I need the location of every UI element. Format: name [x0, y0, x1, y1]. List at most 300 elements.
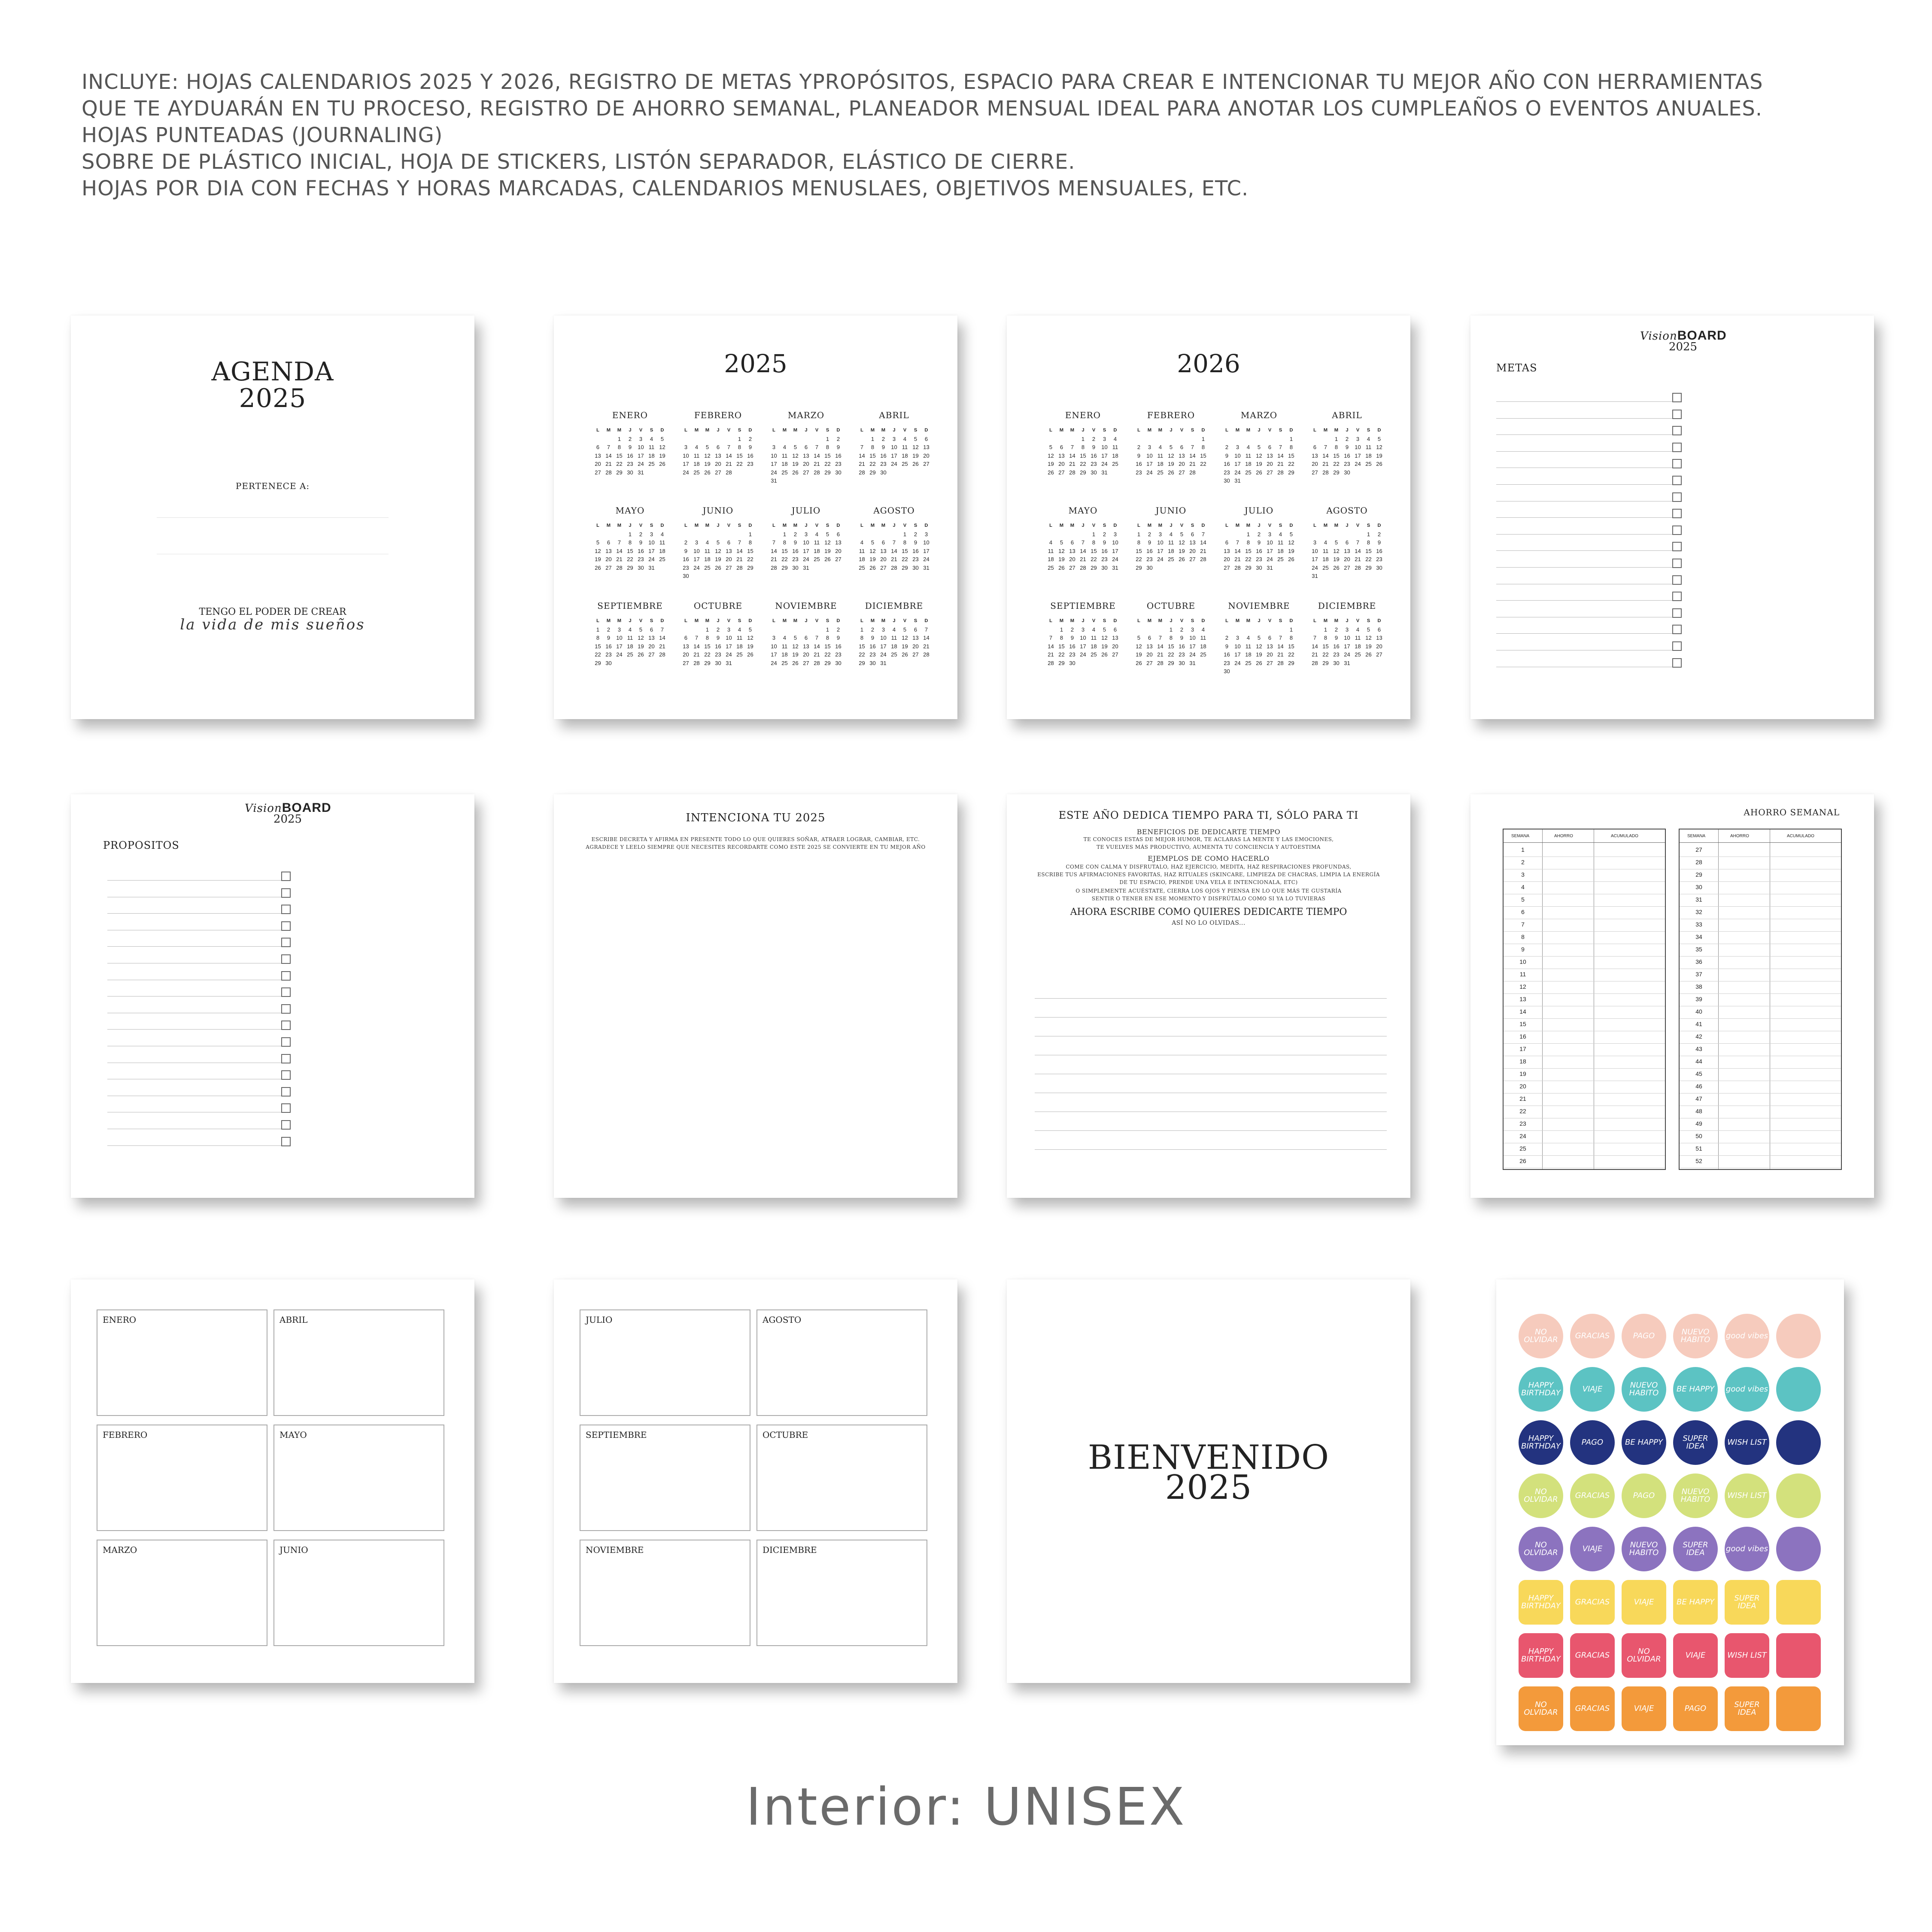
sticker[interactable]: VIAJE — [1673, 1633, 1718, 1678]
month-box — [273, 1425, 444, 1531]
day-number: 15 — [1288, 452, 1294, 459]
day-number: 8 — [738, 444, 741, 450]
sticker[interactable]: BE HAPPY — [1673, 1580, 1718, 1625]
day-number: 26 — [747, 651, 753, 658]
day-number: 11 — [1168, 539, 1174, 546]
weekday-header: V — [815, 523, 819, 528]
checkbox[interactable] — [1672, 443, 1682, 452]
month-box — [756, 1309, 927, 1416]
bienvenido-line2: 2025 — [1165, 1468, 1252, 1507]
sticker[interactable]: PAGO — [1570, 1420, 1615, 1465]
day-number: 6 — [1377, 626, 1381, 633]
checkbox[interactable] — [1672, 625, 1682, 634]
checkbox[interactable] — [1672, 492, 1682, 502]
writing-line[interactable] — [1035, 1017, 1387, 1018]
empty-day — [1264, 435, 1275, 444]
sticker[interactable]: NO OLVIDAR — [1622, 1633, 1666, 1678]
writing-line[interactable] — [1035, 1130, 1387, 1131]
table-row-line — [1680, 931, 1841, 932]
month-block — [680, 601, 756, 694]
sticker[interactable]: NO OLVIDAR — [1519, 1527, 1563, 1571]
checkbox[interactable] — [1672, 509, 1682, 518]
day-number: 28 — [726, 469, 732, 476]
sticker[interactable] — [1776, 1367, 1821, 1412]
day-number: 30 — [869, 659, 876, 666]
weekday-header: S — [1103, 428, 1106, 433]
day-number: 28 — [923, 651, 930, 658]
list-line[interactable] — [107, 913, 283, 914]
week-number: 29 — [1695, 871, 1702, 878]
day-number: 13 — [683, 643, 689, 650]
day-number: 13 — [726, 547, 732, 554]
day-number: 12 — [715, 547, 721, 554]
sticker[interactable]: HAPPY BIRTHDAY — [1519, 1420, 1563, 1465]
day-number: 16 — [747, 452, 753, 459]
day-number: 7 — [1049, 635, 1053, 641]
month-box-label: ENERO — [103, 1315, 137, 1325]
sticker[interactable]: good vibes — [1725, 1527, 1769, 1571]
sticker[interactable]: NUEVO HABITO — [1622, 1527, 1666, 1571]
weekday-header: M — [606, 523, 611, 528]
day-number: 17 — [1146, 461, 1153, 467]
list-line[interactable] — [1496, 550, 1672, 551]
day-number: 2 — [914, 531, 917, 538]
week-number: 32 — [1695, 908, 1702, 915]
sticker[interactable]: NO OLVIDAR — [1519, 1473, 1563, 1518]
sticker[interactable] — [1776, 1633, 1821, 1678]
sticker[interactable]: GRACIAS — [1570, 1633, 1615, 1678]
day-number: 10 — [771, 643, 777, 650]
calendar-2025-page — [554, 316, 957, 719]
checkbox[interactable] — [281, 1087, 291, 1097]
empty-day — [1078, 530, 1088, 539]
day-number: 12 — [638, 635, 644, 641]
table-header: ACUMULADO — [1611, 834, 1638, 838]
day-number: 23 — [912, 556, 919, 562]
list-line[interactable] — [1496, 517, 1672, 518]
sticker[interactable]: SUPER IDEA — [1673, 1420, 1718, 1465]
weekday-header: M — [793, 618, 798, 623]
month-name: ABRIL — [879, 410, 909, 420]
day-number: 26 — [902, 651, 908, 658]
dedica-heading: BENEFICIOS DE DEDICARTE TIEMPO — [1136, 828, 1281, 836]
monthly-planner-page-1 — [71, 1279, 474, 1683]
empty-day — [801, 626, 811, 634]
sticker[interactable]: NO OLVIDAR — [1519, 1686, 1563, 1731]
weekday-header: D — [748, 618, 752, 623]
day-number: 3 — [1191, 626, 1194, 633]
day-number: 13 — [1189, 539, 1196, 546]
day-number: 7 — [695, 635, 699, 641]
checkbox[interactable] — [281, 1120, 291, 1130]
day-number: 25 — [781, 469, 788, 476]
day-number: 27 — [1267, 469, 1273, 476]
day-number: 31 — [1234, 477, 1241, 484]
list-line[interactable] — [107, 1029, 283, 1030]
day-number: 7 — [924, 626, 928, 633]
day-number: 22 — [1058, 651, 1065, 658]
table-row-line — [1504, 1043, 1665, 1044]
sticker[interactable] — [1776, 1686, 1821, 1731]
list-line[interactable] — [1496, 633, 1672, 634]
sticker[interactable]: SUPER IDEA — [1725, 1580, 1769, 1625]
day-number: 2 — [836, 626, 840, 633]
week-number: 26 — [1519, 1157, 1526, 1164]
table-row-line — [1680, 1093, 1841, 1094]
checkbox[interactable] — [1672, 559, 1682, 568]
day-number: 6 — [804, 635, 808, 641]
metas-page — [1470, 316, 1874, 719]
empty-day — [1133, 626, 1144, 634]
month-box-label: FEBRERO — [103, 1430, 148, 1440]
sticker[interactable] — [1776, 1420, 1821, 1465]
week-number: 38 — [1695, 983, 1702, 990]
day-number: 21 — [726, 461, 732, 467]
month-block — [1133, 410, 1209, 504]
checkbox[interactable] — [281, 1021, 291, 1030]
day-number: 26 — [824, 556, 831, 562]
day-number: 9 — [716, 635, 720, 641]
sticker[interactable]: GRACIAS — [1570, 1580, 1615, 1625]
list-line[interactable] — [1496, 534, 1672, 535]
day-number: 20 — [648, 643, 655, 650]
day-number: 2 — [836, 435, 840, 442]
checkbox[interactable] — [281, 987, 291, 997]
week-number: 39 — [1695, 996, 1702, 1002]
checkbox[interactable] — [1672, 658, 1682, 668]
checkbox[interactable] — [1672, 426, 1682, 435]
checkbox[interactable] — [1672, 641, 1682, 651]
empty-day — [1254, 626, 1264, 634]
week-number: 13 — [1519, 996, 1526, 1002]
day-number: 2 — [1377, 531, 1381, 538]
day-number: 1 — [1081, 435, 1085, 442]
day-number: 24 — [803, 556, 809, 562]
day-number: 9 — [1103, 539, 1106, 546]
day-number: 3 — [617, 626, 621, 633]
weekday-header: V — [639, 618, 643, 623]
sticker[interactable] — [1776, 1473, 1821, 1518]
sticker[interactable]: GRACIAS — [1570, 1314, 1615, 1358]
checkbox[interactable] — [281, 1037, 291, 1047]
weekday-header: J — [629, 618, 632, 623]
empty-day — [1067, 530, 1078, 539]
table-row-line — [1504, 993, 1665, 994]
list-line[interactable] — [1496, 484, 1672, 485]
day-number: 5 — [826, 531, 829, 538]
sticker[interactable]: NUEVO HABITO — [1622, 1367, 1666, 1412]
checkbox[interactable] — [281, 872, 291, 881]
list-line[interactable] — [1496, 567, 1672, 568]
day-number: 6 — [836, 531, 840, 538]
checkbox[interactable] — [1672, 575, 1682, 585]
day-number: 19 — [704, 461, 711, 467]
day-number: 8 — [1289, 635, 1293, 641]
day-number: 3 — [1158, 531, 1162, 538]
day-number: 19 — [1136, 651, 1142, 658]
monthly-planner-page-2 — [554, 1279, 957, 1683]
day-number: 17 — [1101, 452, 1108, 459]
day-number: 10 — [1267, 539, 1273, 546]
day-number: 15 — [747, 547, 753, 554]
list-line[interactable] — [107, 946, 283, 947]
month-name: FEBRERO — [694, 410, 742, 420]
day-number: 19 — [1058, 556, 1065, 562]
day-number: 28 — [605, 469, 612, 476]
calendar-grid — [592, 410, 932, 694]
sticker[interactable] — [1776, 1580, 1821, 1625]
list-line[interactable] — [1496, 434, 1672, 435]
month-block — [1045, 601, 1121, 694]
day-number: 26 — [792, 469, 799, 476]
empty-day — [1056, 530, 1067, 539]
checkbox[interactable] — [281, 1004, 291, 1014]
day-number: 11 — [1355, 635, 1361, 641]
month-box — [97, 1425, 267, 1531]
day-number: 27 — [1344, 564, 1350, 571]
month-box-label: AGOSTO — [762, 1315, 802, 1325]
sticker[interactable]: good vibes — [1725, 1367, 1769, 1412]
weekday-header: M — [782, 523, 787, 528]
day-number: 2 — [1334, 626, 1338, 633]
checkbox[interactable] — [1672, 608, 1682, 618]
checkbox[interactable] — [281, 1054, 291, 1063]
weekday-header: L — [1137, 618, 1140, 623]
day-number: 1 — [596, 626, 600, 633]
day-number: 18 — [1245, 651, 1252, 658]
day-number: 10 — [1112, 539, 1118, 546]
checkbox[interactable] — [1672, 526, 1682, 535]
day-number: 12 — [1168, 452, 1174, 459]
checkbox[interactable] — [1672, 459, 1682, 468]
day-number: 25 — [1112, 461, 1118, 467]
sticker[interactable]: SUPER IDEA — [1673, 1527, 1718, 1571]
day-number: 16 — [627, 452, 633, 459]
list-line[interactable] — [107, 1145, 283, 1146]
checkbox[interactable] — [1672, 542, 1682, 551]
sticker[interactable]: WISH LIST — [1725, 1473, 1769, 1518]
vision-board-logo — [1640, 328, 1726, 353]
week-number: 11 — [1519, 971, 1526, 978]
week-number: 37 — [1695, 971, 1702, 978]
sticker[interactable]: VIAJE — [1570, 1367, 1615, 1412]
day-number: 22 — [1322, 651, 1329, 658]
week-number: 41 — [1695, 1021, 1702, 1027]
list-line[interactable] — [1496, 451, 1672, 452]
day-number: 17 — [1234, 651, 1241, 658]
list-line[interactable] — [1496, 418, 1672, 419]
list-line[interactable] — [107, 880, 283, 881]
month-name: FEBRERO — [1147, 410, 1195, 420]
checkbox[interactable] — [1672, 476, 1682, 485]
empty-day — [603, 435, 614, 444]
week-number: 40 — [1695, 1008, 1702, 1015]
day-number: 9 — [1225, 452, 1229, 459]
table-row-line — [1680, 1018, 1841, 1019]
day-number: 23 — [792, 556, 799, 562]
week-number: 9 — [1521, 946, 1525, 953]
checkbox[interactable] — [1672, 393, 1682, 402]
sticker[interactable]: HAPPY BIRTHDAY — [1519, 1633, 1563, 1678]
month-block — [857, 505, 932, 599]
checkbox[interactable] — [281, 971, 291, 981]
day-number: 21 — [1312, 651, 1318, 658]
sticker[interactable]: NUEVO HABITO — [1673, 1314, 1718, 1358]
quote-line1: TENGO EL PODER DE CREAR — [199, 607, 346, 617]
day-number: 13 — [605, 547, 612, 554]
sticker[interactable]: good vibes — [1725, 1314, 1769, 1358]
day-number: 7 — [727, 444, 731, 450]
month-box-label: OCTUBRE — [762, 1430, 808, 1440]
list-line[interactable] — [1496, 600, 1672, 601]
checkbox[interactable] — [281, 954, 291, 964]
month-days — [1309, 522, 1385, 580]
day-number: 27 — [803, 659, 809, 666]
week-number: 5 — [1521, 896, 1525, 903]
sticker-sheet — [1496, 1279, 1844, 1745]
day-number: 30 — [1224, 477, 1230, 484]
month-days — [769, 617, 844, 667]
day-number: 5 — [1137, 635, 1141, 641]
sticker[interactable]: WISH LIST — [1725, 1420, 1769, 1465]
day-number: 16 — [1146, 547, 1153, 554]
day-number: 26 — [1333, 564, 1340, 571]
sticker[interactable]: NUEVO HABITO — [1673, 1473, 1718, 1518]
day-number: 18 — [1157, 461, 1163, 467]
day-number: 6 — [1191, 531, 1194, 538]
month-box-label: ABRIL — [279, 1315, 308, 1325]
checkbox[interactable] — [1672, 592, 1682, 601]
day-number: 5 — [1060, 539, 1063, 546]
day-number: 15 — [1365, 547, 1372, 554]
day-number: 24 — [693, 564, 700, 571]
header-line: SOBRE DE PLÁSTICO INICIAL, HOJA DE STICKERS, LISTÓN SEPARADOR, ELÁSTICO DE CIERRE. — [82, 150, 1075, 174]
week-number: 2 — [1521, 859, 1525, 866]
week-number: 49 — [1695, 1120, 1702, 1127]
sticker[interactable]: SUPER IDEA — [1725, 1686, 1769, 1731]
day-number: 6 — [1113, 626, 1117, 633]
day-number: 7 — [815, 444, 819, 450]
week-number: 28 — [1695, 859, 1702, 866]
weekday-header: S — [914, 618, 917, 623]
day-number: 14 — [726, 452, 732, 459]
day-number: 13 — [923, 444, 930, 450]
sticker[interactable]: PAGO — [1673, 1686, 1718, 1731]
day-number: 18 — [891, 643, 897, 650]
sticker[interactable] — [1776, 1527, 1821, 1571]
dedica-line: TE VUELVES MÁS PRODUCTIVO, AUMENTA TU CONCIENCIA Y AUTOESTIMA — [1097, 844, 1321, 850]
cover-title — [71, 358, 474, 412]
day-number: 4 — [1324, 539, 1327, 546]
day-number: 11 — [1322, 547, 1329, 554]
day-number: 21 — [1189, 461, 1196, 467]
sticker[interactable]: BE HAPPY — [1673, 1367, 1718, 1412]
sticker[interactable]: VIAJE — [1570, 1527, 1615, 1571]
day-number: 12 — [1256, 452, 1262, 459]
month-days — [1045, 617, 1121, 667]
sticker[interactable]: PAGO — [1622, 1314, 1666, 1358]
month-name: ENERO — [1065, 410, 1101, 420]
weekday-header: M — [1323, 618, 1328, 623]
day-number: 21 — [605, 461, 612, 467]
intenciona-line: ESCRIBE DECRETA Y AFIRMA EN PRESENTE TODO LO QUE QUIERES SOÑAR, ATRAER LOGRAR, CAMBIAR, ETC. — [591, 836, 920, 842]
day-number: 10 — [1157, 539, 1163, 546]
day-number: 24 — [891, 461, 897, 467]
month-name: JUNIO — [702, 505, 734, 516]
day-number: 28 — [616, 564, 623, 571]
day-number: 28 — [891, 564, 897, 571]
checkbox[interactable] — [281, 888, 291, 898]
sticker[interactable]: BE HAPPY — [1622, 1420, 1666, 1465]
writing-line[interactable] — [1035, 1149, 1387, 1150]
sticker[interactable]: GRACIAS — [1570, 1686, 1615, 1731]
weekday-header: V — [1180, 523, 1184, 528]
sticker[interactable]: PAGO — [1622, 1473, 1666, 1518]
day-number: 17 — [648, 547, 655, 554]
list-line[interactable] — [1496, 401, 1672, 402]
week-number: 46 — [1695, 1083, 1702, 1090]
sticker[interactable]: NO OLVIDAR — [1519, 1314, 1563, 1358]
checkbox[interactable] — [1672, 410, 1682, 419]
empty-day — [614, 530, 625, 539]
sticker[interactable]: VIAJE — [1622, 1686, 1666, 1731]
day-number: 27 — [803, 469, 809, 476]
checkbox[interactable] — [281, 938, 291, 947]
sticker[interactable]: VIAJE — [1622, 1580, 1666, 1625]
day-number: 15 — [595, 643, 601, 650]
day-number: 8 — [1137, 539, 1141, 546]
checkbox[interactable] — [281, 1137, 291, 1146]
day-number: 12 — [792, 643, 799, 650]
day-number: 3 — [1268, 531, 1272, 538]
writing-line[interactable] — [1035, 998, 1387, 999]
sticker[interactable]: HAPPY BIRTHDAY — [1519, 1367, 1563, 1412]
day-number: 11 — [891, 635, 897, 641]
checkbox[interactable] — [281, 1070, 291, 1080]
day-number: 17 — [726, 643, 732, 650]
empty-day — [878, 530, 889, 539]
checkbox[interactable] — [281, 905, 291, 914]
sticker[interactable]: WISH LIST — [1725, 1633, 1769, 1678]
day-number: 1 — [860, 626, 864, 633]
day-number: 23 — [683, 564, 689, 571]
day-number: 22 — [627, 556, 633, 562]
week-number: 10 — [1519, 958, 1526, 965]
day-number: 9 — [1377, 539, 1381, 546]
sticker[interactable]: GRACIAS — [1570, 1473, 1615, 1518]
weekday-header: J — [893, 428, 896, 433]
day-number: 20 — [912, 643, 919, 650]
day-number: 24 — [1146, 469, 1153, 476]
day-number: 20 — [1376, 643, 1382, 650]
empty-day — [1166, 435, 1176, 444]
day-number: 11 — [1245, 643, 1252, 650]
weekday-header: M — [705, 618, 710, 623]
day-number: 26 — [1365, 651, 1372, 658]
sticker[interactable] — [1776, 1314, 1821, 1358]
week-number: 22 — [1519, 1108, 1526, 1115]
day-number: 2 — [1345, 435, 1349, 442]
empty-day — [1352, 530, 1363, 539]
day-number: 8 — [826, 444, 829, 450]
empty-day — [1331, 530, 1342, 539]
sticker[interactable]: HAPPY BIRTHDAY — [1519, 1580, 1563, 1625]
day-number: 26 — [1288, 556, 1294, 562]
checkbox[interactable] — [281, 1103, 291, 1113]
bienvenido-line1: BIENVENIDO — [1088, 1438, 1330, 1477]
checkbox[interactable] — [281, 921, 291, 931]
day-number: 20 — [1112, 643, 1118, 650]
